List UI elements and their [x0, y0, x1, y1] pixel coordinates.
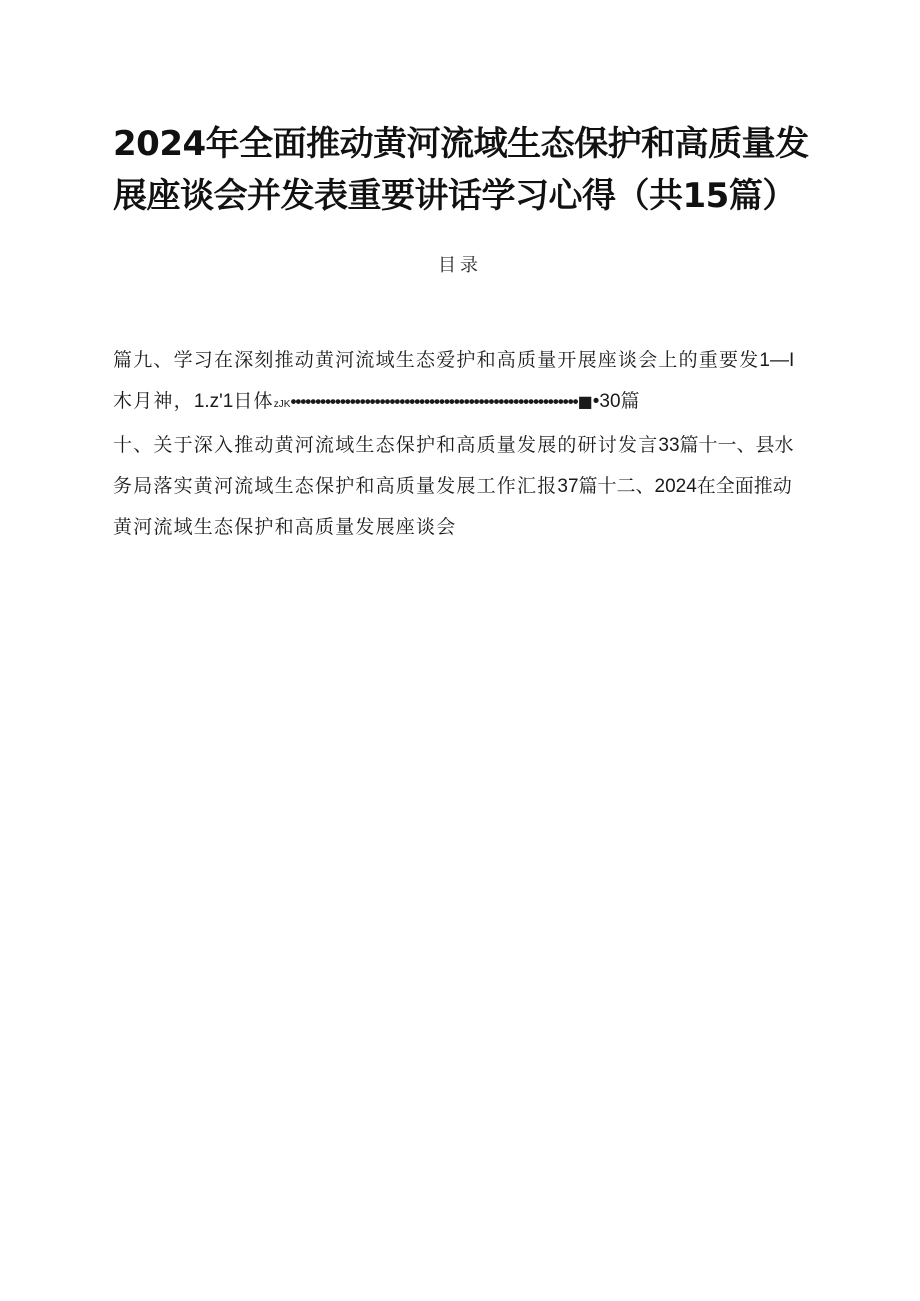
- document-title: 2024年全面推动黄河流域生态保护和高质量发展座谈会并发表重要讲话学习心得（共15篇）: [113, 124, 809, 216]
- toc-line-4-text: 务局落实黄河流域生态保护和高质量发展工作汇报: [113, 475, 558, 497]
- toc-line-2-code: 1.z'1: [193, 391, 234, 412]
- toc-line-2-tiny: zJK: [273, 399, 291, 410]
- toc-line-5-text: 黄河流域生态保护和高质量发展座谈会: [113, 516, 457, 538]
- toc-line-4-tail: 37篇十二、2024在全面推动: [557, 476, 792, 497]
- toc-leader-dots: ••••••••••••••••••••••••••••••••••••••••••••••••••••••••••: [290, 392, 578, 411]
- toc-line-3-text: 十、关于深入推动黄河流域生态保护和高质量发展的研讨发言: [113, 434, 659, 456]
- toc-line-1: [113, 340, 843, 381]
- toc-line-2-tail: •30篇: [592, 391, 640, 412]
- toc-line-2-text-b: 日体: [233, 390, 274, 412]
- toc-line-3-tail: 33篇十一、县水: [658, 435, 794, 456]
- toc-line-3: [113, 425, 843, 466]
- toc-heading: 目录: [438, 255, 482, 276]
- toc-line-2-square: ■: [577, 392, 593, 411]
- toc-line-1-text: 篇九、学习在深刻推动黄河流域生态爱护和高质量开展座谈会上的重要发: [113, 349, 760, 371]
- toc-line-4: [113, 466, 843, 507]
- toc-line-1-page: 1—I: [759, 350, 795, 371]
- toc-line-2-text-a: 木月神，: [113, 390, 194, 412]
- toc-line-5: [113, 507, 843, 548]
- toc-line-2: [113, 381, 843, 425]
- toc-body: [113, 340, 843, 548]
